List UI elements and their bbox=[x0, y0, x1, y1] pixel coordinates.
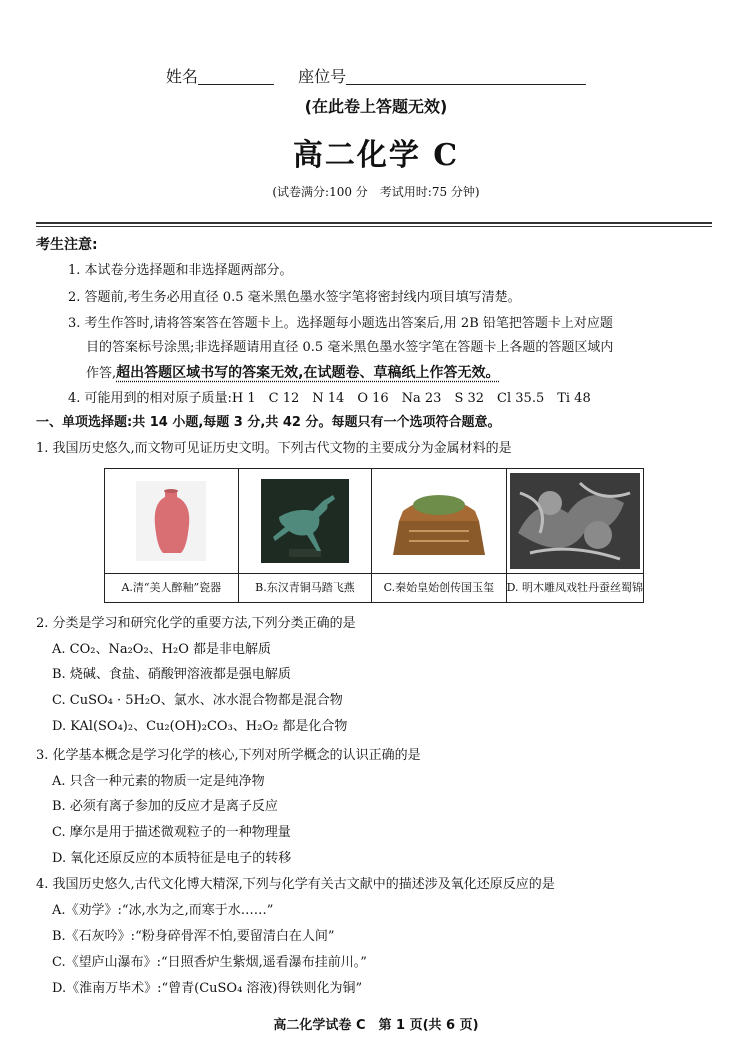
notice-heading: 考生注意: bbox=[36, 237, 98, 253]
wood-carving-image bbox=[507, 469, 643, 573]
porcelain-vase-image bbox=[105, 469, 238, 573]
section-heading: 一、单项选择题:共 14 小题,每题 3 分,共 42 分。每题只有一个选项符合题意。 bbox=[36, 415, 501, 430]
notice-item-3-prefix: 作答, bbox=[86, 366, 117, 381]
name-blank bbox=[198, 68, 274, 85]
q2-option-d: D. KAl(SO₄)₂、Cu₂(OH)₂CO₃、H₂O₂ 都是化合物 bbox=[52, 719, 348, 734]
q1-caption-b: B.东汉青铜马踏飞燕 bbox=[239, 573, 372, 602]
exam-subtitle: (试卷满分:100 分 考试用时:75 分钟) bbox=[272, 185, 480, 199]
divider-thin bbox=[36, 226, 712, 227]
notice-item-4: 4. 可能用到的相对原子质量:H 1 C 12 N 14 O 16 Na 23 S 32 Cl 35.5 Ti 48 bbox=[68, 391, 591, 406]
name-label: 姓名 bbox=[165, 67, 198, 86]
q4-option-d: D.《淮南万毕术》:“曾青(CuSO₄ 溶液)得铁则化为铜” bbox=[52, 981, 363, 996]
bronze-horse-image bbox=[239, 469, 372, 573]
q2-stem: 2. 分类是学习和研究化学的重要方法,下列分类正确的是 bbox=[36, 616, 356, 631]
q1-option-d-cell bbox=[506, 469, 643, 603]
q2-option-a: A. CO₂、Na₂O₂、H₂O 都是非电解质 bbox=[52, 642, 272, 657]
jade-seal-image bbox=[372, 469, 505, 573]
exam-title: 高二化学 C bbox=[292, 138, 460, 173]
q3-option-a: A. 只含一种元素的物质一定是纯净物 bbox=[52, 774, 265, 789]
invalid-answer-note: (在此卷上答题无效) bbox=[304, 97, 448, 116]
q1-stem: 1. 我国历史悠久,而文物可见证历史文明。下列古代文物的主要成分为金属材料的是 bbox=[36, 441, 512, 456]
q2-option-b: B. 烧碱、食盐、硝酸钾溶液都是强电解质 bbox=[52, 667, 291, 682]
q1-option-b-cell bbox=[238, 469, 372, 603]
notice-item-3-cont: 目的答案标号涂黑;非选择题请用直径 0.5 毫米黑色墨水签字笔在答题卡上各题的答题区域内 bbox=[86, 340, 614, 355]
q2-option-c: C. CuSO₄ · 5H₂O、氯水、冰水混合物都是混合物 bbox=[52, 693, 343, 708]
q4-option-c: C.《望庐山瀑布》:“日照香炉生紫烟,遥看瀑布挂前川。” bbox=[52, 955, 367, 970]
q3-option-b: B. 必须有离子参加的反应才是离子反应 bbox=[52, 799, 278, 814]
page-footer: 高二化学试卷 C 第 1 页(共 6 页) bbox=[273, 1018, 479, 1033]
q4-option-a: A.《劝学》:“冰,水为之,而寒于水……” bbox=[52, 903, 274, 918]
q4-option-b: B.《石灰吟》:“粉身碎骨浑不怕,要留清白在人间” bbox=[52, 929, 335, 944]
student-info-line bbox=[0, 64, 752, 87]
notice-item-2: 2. 答题前,考生务必用直径 0.5 毫米黑色墨水签字笔将密封线内项目填写清楚。 bbox=[68, 290, 521, 305]
q1-caption-a: A.清“美人醉釉”瓷器 bbox=[105, 573, 238, 602]
q1-option-c-cell bbox=[372, 469, 506, 603]
notice-item-3-end bbox=[86, 364, 499, 383]
notice-item-3: 3. 考生作答时,请将答案答在答题卡上。选择题每小题选出答案后,用 2B 铅笔把答题卡上对应题 bbox=[68, 316, 613, 331]
notice-item-1: 1. 本试卷分选择题和非选择题两部分。 bbox=[68, 263, 293, 278]
q3-option-c: C. 摩尔是用于描述微观粒子的一种物理量 bbox=[52, 825, 291, 840]
seat-label: 座位号 bbox=[298, 67, 347, 86]
q3-stem: 3. 化学基本概念是学习化学的核心,下列对所学概念的认识正确的是 bbox=[36, 748, 421, 763]
q1-caption-c: C.秦始皇始创传国玉玺 bbox=[372, 573, 505, 602]
q1-option-a-cell bbox=[105, 469, 239, 603]
q4-stem: 4. 我国历史悠久,古代文化博大精深,下列与化学有关古文献中的描述涉及氧化还原反应的是 bbox=[36, 877, 555, 892]
q1-caption-d: D. 明木雕凤戏牡丹蚕丝蜀锦 bbox=[507, 573, 643, 602]
seat-blank bbox=[346, 68, 586, 85]
q1-image-table bbox=[104, 468, 644, 603]
divider-thick bbox=[36, 222, 712, 224]
notice-emphasis: 超出答题区域书写的答案无效,在试题卷、草稿纸上作答无效。 bbox=[116, 365, 500, 381]
q3-option-d: D. 氧化还原反应的本质特征是电子的转移 bbox=[52, 851, 292, 866]
